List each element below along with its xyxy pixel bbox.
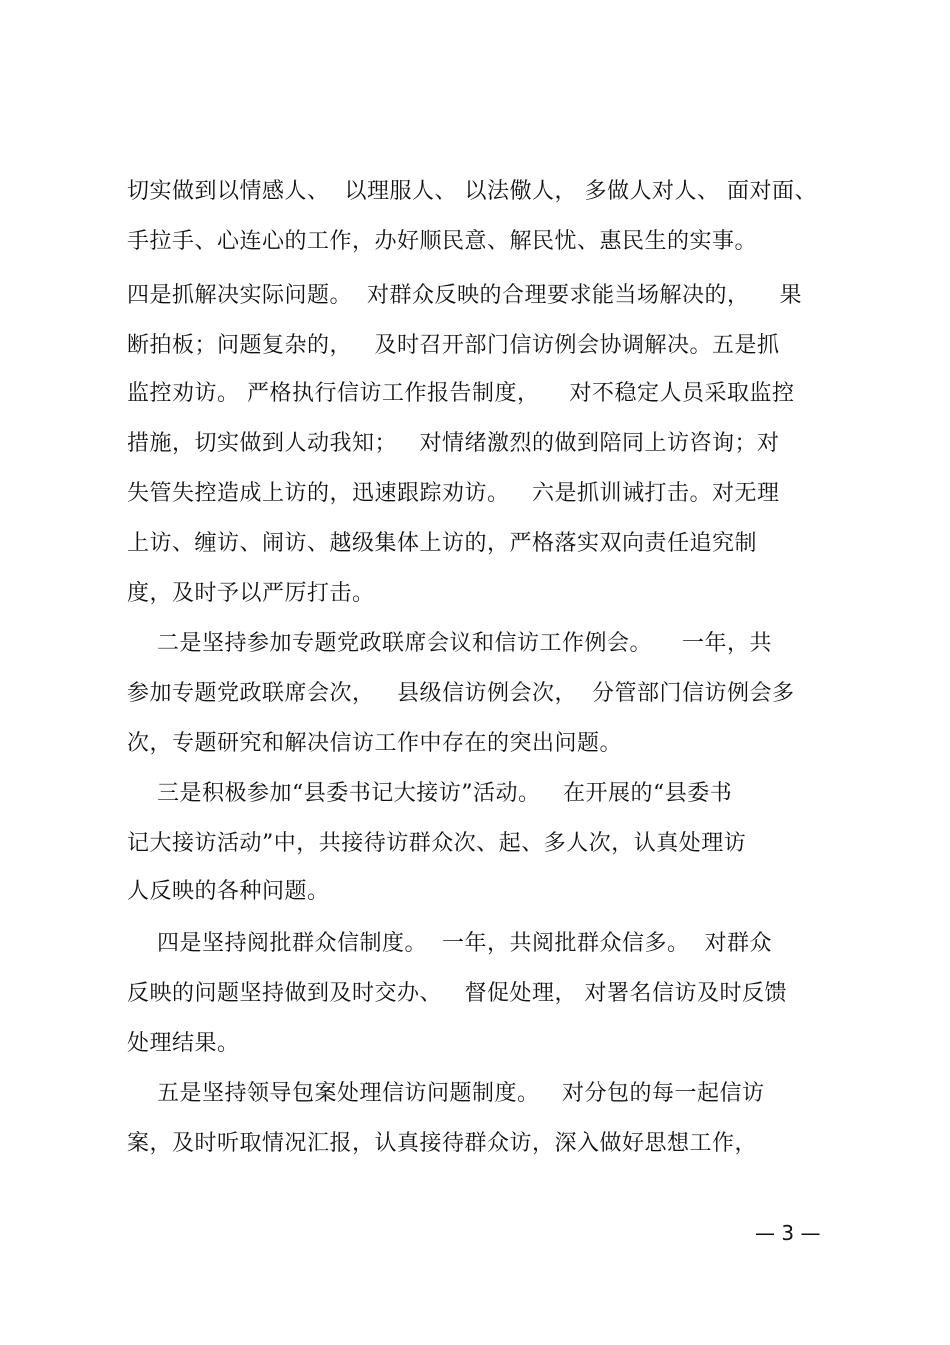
text-line: 记大接访活动”中，共接待访群众次、起、多人次，认真处理访 <box>127 831 747 856</box>
text-line: 失管失控造成上访的，迅速跟踪劝访。 六是抓训诫打击。对无理 <box>127 481 780 506</box>
text-line: 次，专题研究和解决信访工作中存在的突出问题。 <box>127 731 623 756</box>
page-number: — 3 — <box>755 1221 821 1245</box>
text-line: 处理结果。 <box>127 1031 240 1056</box>
text-line: 参加专题党政联席会次， 县级信访例会次， 分管部门信访例会多 <box>127 681 795 706</box>
text-line: 四是坚持阅批群众信制度。 一年，共阅批群众信多。 对群众 <box>127 931 772 956</box>
text-line: 案，及时听取情况汇报，认真接待群众访，深入做好思想工作， <box>127 1131 758 1156</box>
text-line: 手拉手、心连心的工作，办好顺民意、解民忧、惠民生的实事。 <box>127 229 758 254</box>
text-line: 二是坚持参加专题党政联席会议和信访工作例会。 一年，共 <box>127 631 772 656</box>
text-line: 措施，切实做到人动我知； 对情绪激烈的做到陪同上访咨询；对 <box>127 431 780 456</box>
text-line: 人反映的各种问题。 <box>127 879 330 904</box>
text-line: 五是坚持领导包案处理信访问题制度。 对分包的每一起信访 <box>127 1081 765 1106</box>
text-line: 四是抓解决实际问题。 对群众反映的合理要求能当场解决的， 果 <box>127 283 802 308</box>
text-line: 上访、缠访、闹访、越级集体上访的，严格落实双向责任追究制 <box>127 531 758 556</box>
text-line: 断拍板；问题复杂的， 及时召开部门信访例会协调解决。五是抓 <box>127 333 780 358</box>
text-line: 切实做到以情感人、 以理服人、 以法儆人， 多做人对人、 面对面、 <box>127 179 817 204</box>
text-line: 三是积极参加“县委书记大接访”活动。 在开展的“县委书 <box>127 781 733 806</box>
text-line: 度，及时予以严厉打击。 <box>127 581 375 606</box>
text-line: 反映的问题坚持做到及时交办、 督促处理， 对署名信访及时反馈 <box>127 981 787 1006</box>
text-line: 监控劝访。 严格执行信访工作报告制度， 对不稳定人员采取监控 <box>127 381 795 406</box>
